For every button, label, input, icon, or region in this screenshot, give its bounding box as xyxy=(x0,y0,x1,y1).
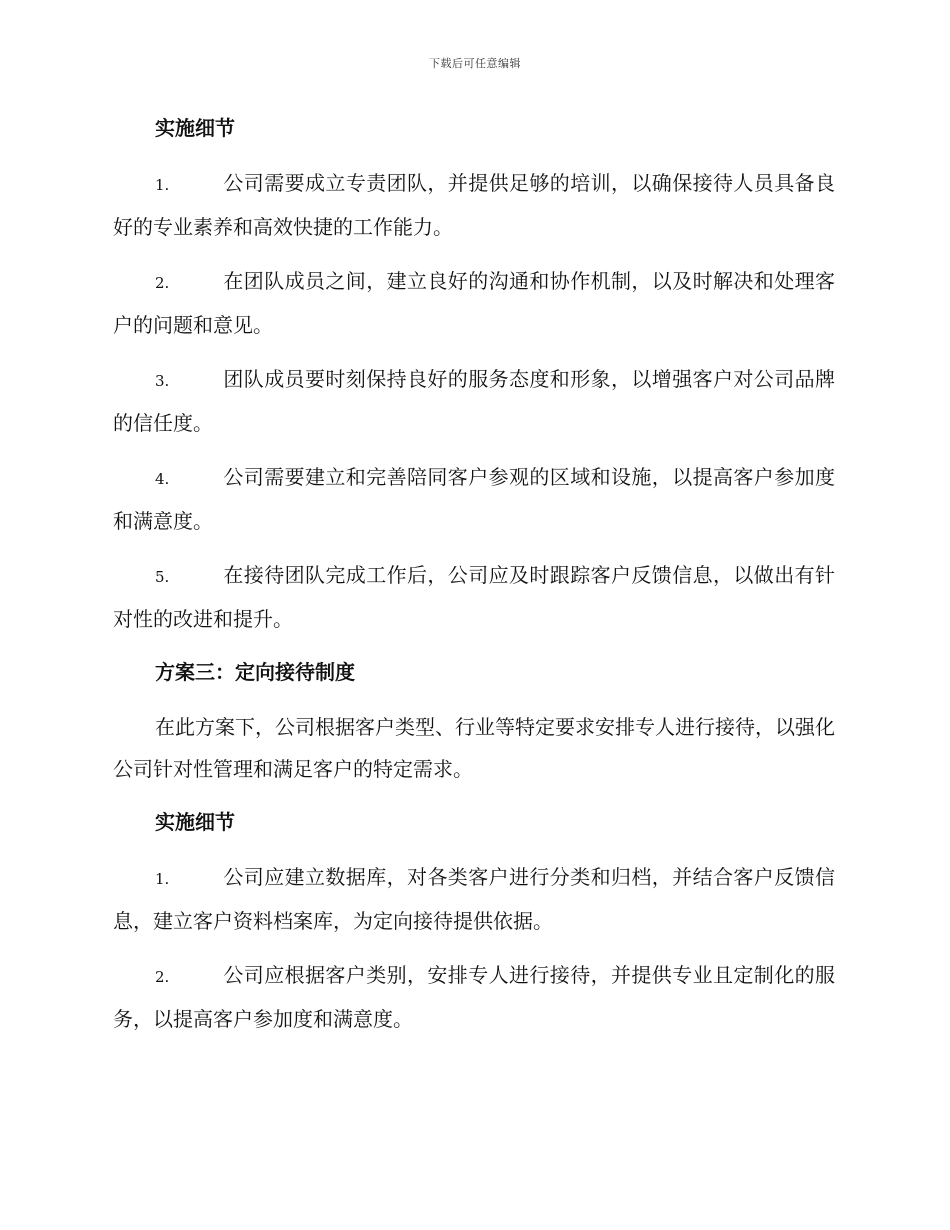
section-heading-implementation-details-2: 实施细节 xyxy=(155,810,235,834)
list-item-text: 公司应建立数据库，对各类客户进行分类和归档，并结合客户反馈信息，建立客户资料档案库，为定向接待提供依据。 xyxy=(113,865,835,933)
list-item-text: 公司应根据客户类别，安排专人进行接待，并提供专业且定制化的服务，以提高客户参加度和满意度。 xyxy=(113,963,835,1031)
list-item-text: 团队成员要时刻保持良好的服务态度和形象，以增强客户对公司品牌的信任度。 xyxy=(113,367,835,435)
list-item xyxy=(113,358,835,444)
list-item-number: 2. xyxy=(155,274,170,292)
section-heading-implementation-details: 实施细节 xyxy=(155,116,235,140)
list-item-text: 在团队成员之间，建立良好的沟通和协作机制，以及时解决和处理客户的问题和意见。 xyxy=(113,269,835,337)
list-item-number: 4. xyxy=(155,470,170,488)
list-item xyxy=(113,456,835,542)
list-item-text: 在接待团队完成工作后，公司应及时跟踪客户反馈信息，以做出有针对性的改进和提升。 xyxy=(113,563,835,631)
list-item-number: 3. xyxy=(155,372,170,390)
list-item xyxy=(113,954,835,1040)
page-header-note: 下载后可任意编辑 xyxy=(429,57,521,70)
list-item-number: 2. xyxy=(155,968,170,986)
list-item-number: 1. xyxy=(155,870,170,888)
document-body xyxy=(113,108,835,1052)
list-item xyxy=(113,260,835,346)
list-item-number: 5. xyxy=(155,568,170,586)
list-item xyxy=(113,856,835,942)
list-item-number: 1. xyxy=(155,176,170,194)
list-item xyxy=(113,554,835,640)
list-item-text: 公司需要建立和完善陪同客户参观的区域和设施，以提高客户参加度和满意度。 xyxy=(113,465,835,533)
section-heading-plan-three: 方案三：定向接待制度 xyxy=(155,660,355,684)
plan-intro-paragraph: 在此方案下，公司根据客户类型、行业等特定要求安排专人进行接待，以强化公司针对性管理和满足客户的特定需求。 xyxy=(113,715,835,781)
list-item-text: 公司需要成立专责团队，并提供足够的培训，以确保接待人员具备良好的专业素养和高效快捷的工作能力。 xyxy=(113,171,835,239)
list-item xyxy=(113,162,835,248)
